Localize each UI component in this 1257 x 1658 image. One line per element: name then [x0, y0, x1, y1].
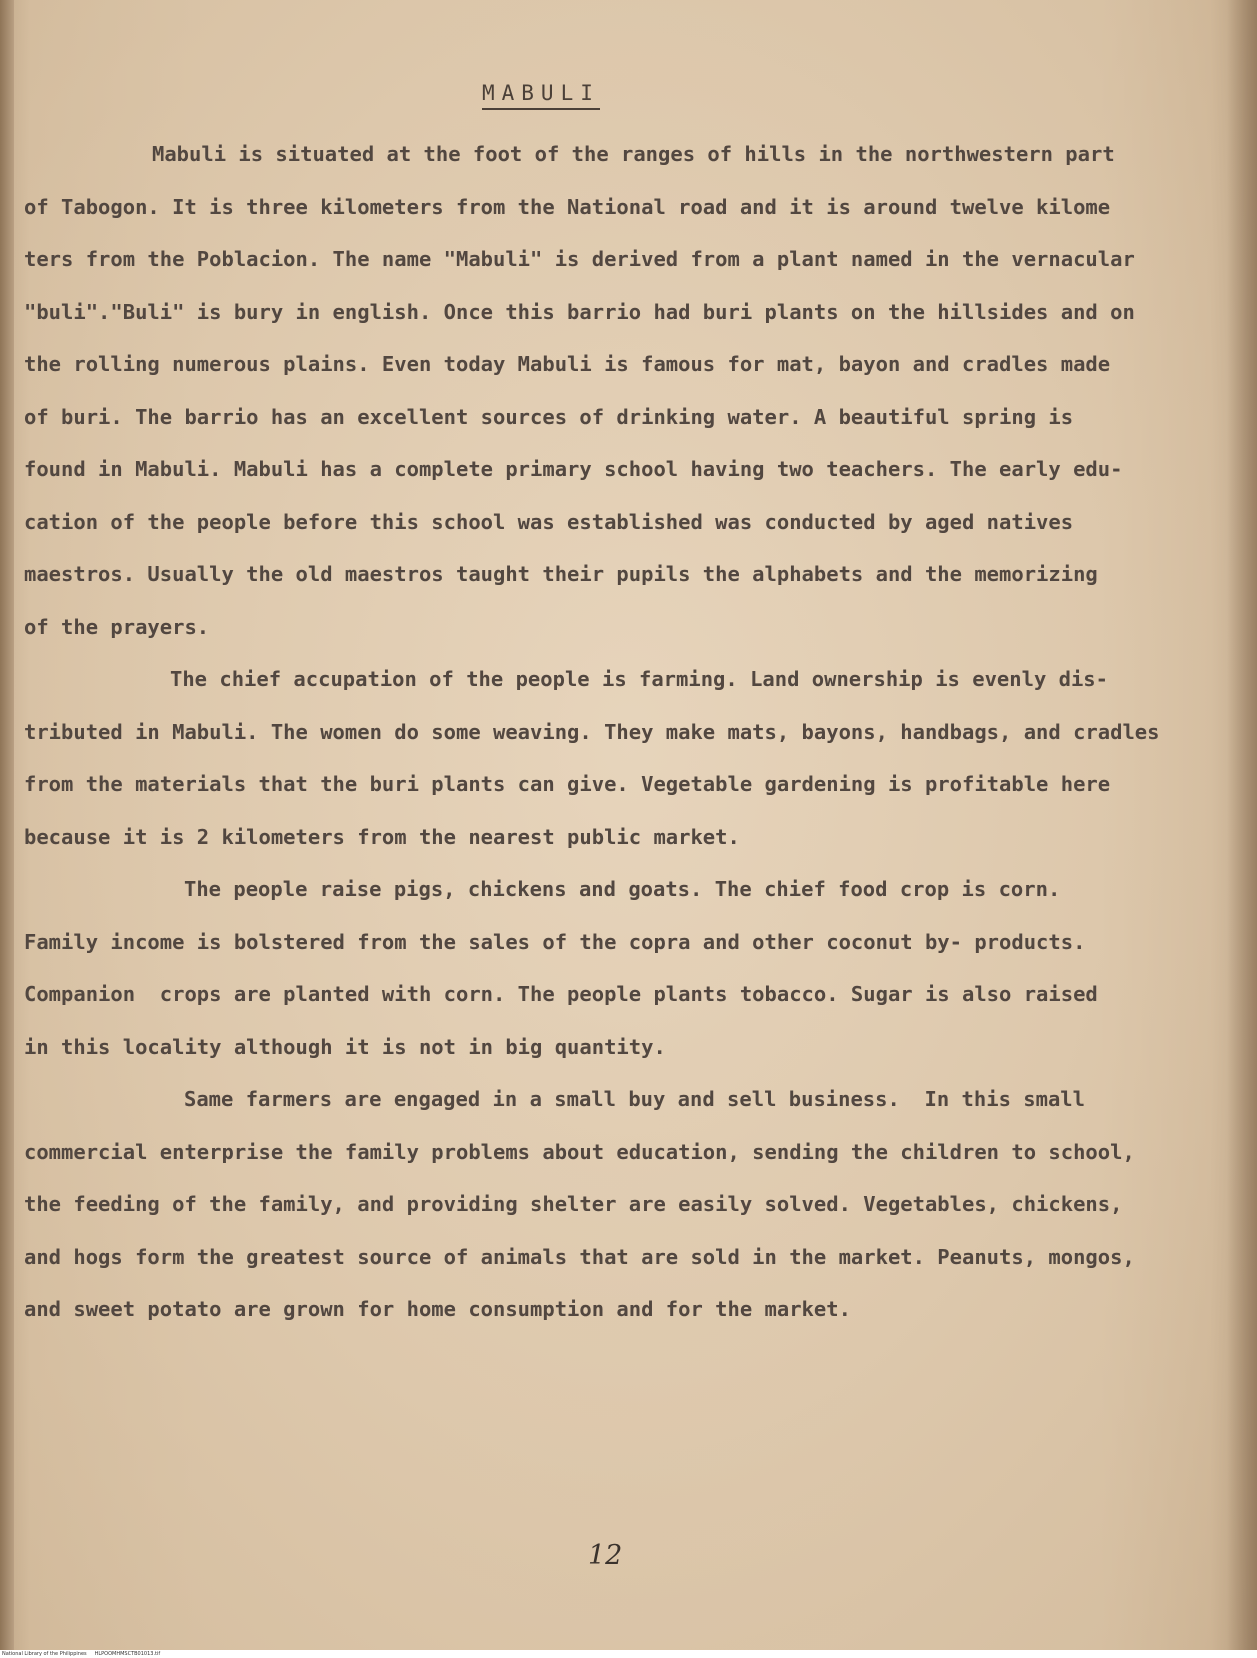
text-line: ters from the Poblacion. The name "Mabuli" is derived from a plant named in the vernacular — [24, 247, 1135, 271]
text-line: of buri. The barrio has an excellent sources of drinking water. A beautiful spring is — [24, 404, 1074, 429]
text-line: Family income is bolstered from the sales of the copra and other coconut by- products. — [24, 929, 1086, 954]
text-line: The chief accupation of the people is farming. Land ownership is evenly dis- — [170, 667, 1108, 691]
text-line: Companion crops are planted with corn. The people plants tobacco. Sugar is also raised — [24, 982, 1098, 1006]
text-line: maestros. Usually the old maestros taught their pupils the alphabets and the memorizing — [24, 562, 1098, 586]
scan-footer: National Library of the Philippines HLPOOMHMSCTB01013.tif — [0, 1650, 1257, 1658]
text-line: the feeding of the family, and providing shelter are easily solved. Vegetables, chickens, — [24, 1192, 1123, 1216]
text-line: Mabuli is situated at the foot of the ranges of hills in the northwestern part — [152, 142, 1115, 166]
text-line: and sweet potato are grown for home consumption and for the market. — [24, 1297, 851, 1321]
text-line: Same farmers are engaged in a small buy and sell business. In this small — [184, 1087, 1085, 1111]
text-line: tributed in Mabuli. The women do some weaving. They make mats, bayons, handbags, and cradles — [24, 719, 1160, 744]
paragraph-4 — [24, 1073, 1239, 1336]
binding-edge — [0, 0, 14, 1650]
text-line: in this locality although it is not in big quantity. — [24, 1034, 666, 1059]
paragraph-3 — [24, 863, 1239, 1073]
page-number: 12 — [588, 1540, 623, 1571]
text-line: commercial enterprise the family problems about education, sending the children to school, — [24, 1139, 1135, 1164]
paragraph-2 — [24, 653, 1239, 863]
text-line: because it is 2 kilometers from the nearest public market. — [24, 824, 740, 849]
text-line: "buli"."Buli" is bury in english. Once this barrio had buri plants on the hillsides and on — [24, 299, 1135, 324]
document-body — [24, 128, 1239, 1336]
text-line: and hogs form the greatest source of animals that are sold in the market. Peanuts, mongos, — [24, 1244, 1135, 1269]
text-line: found in Mabuli. Mabuli has a complete primary school having two teachers. The early edu- — [24, 457, 1123, 481]
text-line: the rolling numerous plains. Even today Mabuli is famous for mat, bayon and cradles made — [24, 352, 1111, 376]
text-line: of Tabogon. It is three kilometers from the National road and it is around twelve kilome — [24, 194, 1111, 219]
text-line: cation of the people before this school was established was conducted by aged natives — [24, 509, 1074, 534]
text-line: The people raise pigs, chickens and goats. The chief food crop is corn. — [184, 877, 1061, 901]
text-line: from the materials that the buri plants can give. Vegetable gardening is profitable here — [24, 772, 1111, 796]
text-line: of the prayers. — [24, 614, 210, 639]
paragraph-1 — [24, 128, 1239, 653]
page-title: MABULI — [482, 80, 600, 110]
